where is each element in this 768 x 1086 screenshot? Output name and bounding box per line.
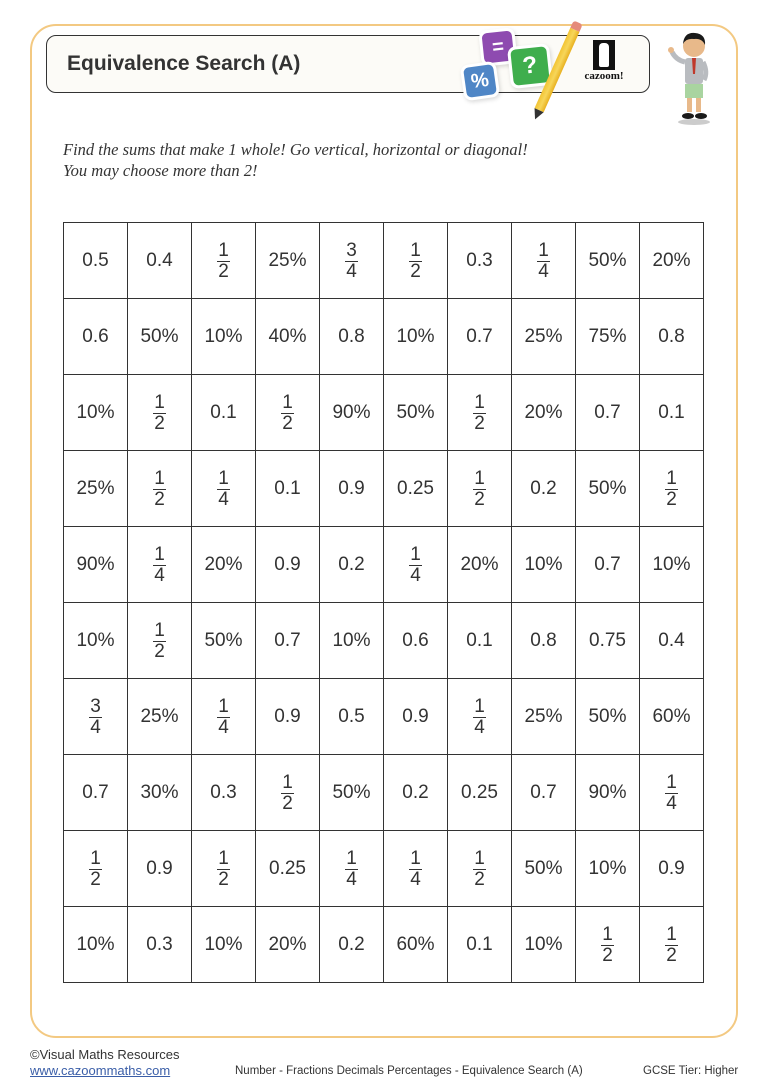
fraction-numerator: 1 [218,847,229,869]
fraction [473,469,486,510]
grid-cell[interactable]: 50% [192,603,256,679]
footer-topic: Number - Fractions Decimals Percentages - Equivalence Search (A) [235,1065,583,1077]
grid-cell[interactable]: 0.3 [192,755,256,831]
fraction-denominator: 2 [666,944,677,966]
footer-copyright: ©Visual Maths Resources [30,1047,180,1062]
fraction-numerator: 1 [474,467,485,489]
grid-cell[interactable]: 10% [64,603,128,679]
grid-cell[interactable] [384,527,448,603]
grid-cell[interactable]: 40% [256,299,320,375]
grid-cell[interactable]: 0.1 [448,603,512,679]
grid-cell[interactable]: 10% [192,907,256,983]
logo-text: cazoom! [584,70,624,82]
grid-cell[interactable] [448,375,512,451]
grid-cell[interactable]: 0.9 [256,679,320,755]
grid-cell[interactable] [384,831,448,907]
fraction-denominator: 4 [218,488,229,510]
fraction [409,545,422,586]
cazoom-logo [576,40,632,90]
grid-row [64,831,704,907]
fraction-numerator: 1 [90,847,101,869]
page-title: Equivalence Search (A) [67,52,301,75]
grid-cell[interactable]: 0.1 [192,375,256,451]
grid-cell[interactable] [192,451,256,527]
grid-cell[interactable]: 25% [64,451,128,527]
fraction [89,849,102,890]
fraction-denominator: 4 [538,260,549,282]
grid-cell[interactable] [320,831,384,907]
fraction-denominator: 4 [346,868,357,890]
grid-cell[interactable]: 10% [640,527,704,603]
fraction-numerator: 1 [154,467,165,489]
grid-row [64,375,704,451]
instructions [63,139,528,181]
grid-cell[interactable]: 0.25 [448,755,512,831]
fraction [281,773,294,814]
fraction-denominator: 2 [666,488,677,510]
fraction-denominator: 2 [154,412,165,434]
grid-cell[interactable]: 10% [320,603,384,679]
fraction-denominator: 2 [410,260,421,282]
fraction [537,241,550,282]
grid-cell[interactable]: 0.7 [256,603,320,679]
grid-cell[interactable] [384,223,448,299]
fraction-numerator: 1 [474,391,485,413]
fraction-numerator: 1 [218,239,229,261]
grid-cell[interactable] [320,223,384,299]
grid-cell[interactable]: 50% [576,679,640,755]
fraction-numerator: 1 [666,771,677,793]
grid-cell[interactable]: 50% [384,375,448,451]
fraction-denominator: 2 [154,640,165,662]
fraction-numerator: 1 [474,695,485,717]
footer-tier: GCSE Tier: Higher [643,1065,739,1077]
grid-cell[interactable]: 25% [128,679,192,755]
fraction-numerator: 1 [346,847,357,869]
fraction-denominator: 2 [474,488,485,510]
grid-row [64,603,704,679]
fraction [345,849,358,890]
grid-cell[interactable]: 0.8 [320,299,384,375]
logo-mark-icon [593,40,615,70]
equals-tile-icon: = [482,31,515,64]
grid-cell[interactable]: 10% [512,527,576,603]
fraction-numerator: 1 [410,847,421,869]
fraction [153,621,166,662]
grid-cell[interactable]: 20% [192,527,256,603]
fraction [473,849,486,890]
grid-cell[interactable]: 0.5 [320,679,384,755]
grid-cell[interactable]: 0.1 [640,375,704,451]
grid-cell[interactable]: 0.4 [128,223,192,299]
footer-website-link[interactable]: www.cazoommaths.com [30,1063,171,1078]
fraction [217,697,230,738]
grid-cell[interactable]: 20% [512,375,576,451]
grid-cell[interactable]: 0.25 [256,831,320,907]
fraction-denominator: 2 [90,868,101,890]
fraction [217,469,230,510]
grid-cell[interactable]: 50% [512,831,576,907]
grid-cell[interactable]: 0.9 [640,831,704,907]
mascot-boy-icon [664,30,720,126]
fraction-numerator: 1 [602,923,613,945]
fraction-numerator: 1 [410,239,421,261]
grid-cell[interactable] [128,527,192,603]
percent-tile-icon: % [463,64,497,98]
instructions-line-1: Find the sums that make 1 whole! Go vertical, horizontal or diagonal! [63,140,528,159]
fraction-denominator: 2 [282,792,293,814]
grid-cell[interactable]: 10% [192,299,256,375]
fraction-numerator: 1 [538,239,549,261]
fraction-denominator: 4 [666,792,677,814]
fraction-numerator: 1 [218,695,229,717]
grid-cell[interactable] [512,223,576,299]
grid-row [64,907,704,983]
question-tile-icon: ? [510,46,550,86]
grid-cell[interactable]: 0.1 [448,907,512,983]
grid-cell[interactable]: 20% [256,907,320,983]
grid-cell[interactable]: 0.2 [320,907,384,983]
fraction [665,469,678,510]
grid-cell[interactable]: 0.3 [128,907,192,983]
grid-cell[interactable]: 0.2 [320,527,384,603]
grid-cell[interactable]: 90% [64,527,128,603]
fraction [665,925,678,966]
grid-cell[interactable]: 0.8 [512,603,576,679]
fraction-numerator: 1 [666,923,677,945]
grid-cell[interactable]: 0.7 [576,527,640,603]
fraction [665,773,678,814]
grid-cell[interactable]: 10% [384,299,448,375]
fraction [473,697,486,738]
grid-cell[interactable]: 20% [640,223,704,299]
fraction [409,241,422,282]
fraction-numerator: 1 [154,543,165,565]
fraction-denominator: 4 [474,716,485,738]
grid-cell[interactable]: 50% [128,299,192,375]
fraction [89,697,102,738]
grid-cell[interactable]: 0.75 [576,603,640,679]
grid-cell[interactable]: 50% [576,223,640,299]
fraction-denominator: 4 [218,716,229,738]
instructions-line-2: You may choose more than 2! [63,161,258,180]
fraction-denominator: 4 [154,564,165,586]
grid-cell[interactable]: 90% [576,755,640,831]
grid-cell[interactable]: 0.6 [64,299,128,375]
grid-cell[interactable]: 60% [384,907,448,983]
grid-cell[interactable]: 0.7 [512,755,576,831]
fraction-denominator: 4 [410,868,421,890]
fraction-denominator: 2 [218,868,229,890]
fraction-denominator: 4 [346,260,357,282]
grid-cell[interactable]: 0.5 [64,223,128,299]
grid-cell[interactable]: 0.9 [384,679,448,755]
fraction [153,469,166,510]
fraction-numerator: 3 [90,695,101,717]
grid-cell[interactable]: 10% [512,907,576,983]
grid-cell[interactable] [256,755,320,831]
grid-row [64,527,704,603]
grid-cell[interactable]: 50% [576,451,640,527]
grid-cell[interactable] [640,907,704,983]
grid-cell[interactable]: 90% [320,375,384,451]
fraction-numerator: 1 [666,467,677,489]
grid-cell[interactable] [640,755,704,831]
grid-row [64,299,704,375]
grid-cell[interactable] [576,907,640,983]
grid-cell[interactable]: 10% [576,831,640,907]
grid-cell[interactable]: 30% [128,755,192,831]
grid-cell[interactable]: 0.4 [640,603,704,679]
grid-cell[interactable]: 0.9 [128,831,192,907]
grid-cell[interactable]: 60% [640,679,704,755]
grid-cell[interactable] [192,223,256,299]
fraction-numerator: 1 [154,619,165,641]
grid-row [64,451,704,527]
grid-cell[interactable] [128,375,192,451]
grid-cell[interactable]: 0.8 [640,299,704,375]
grid-cell[interactable]: 0.2 [512,451,576,527]
grid-cell[interactable]: 0.7 [64,755,128,831]
fraction [281,393,294,434]
grid-cell[interactable]: 25% [512,299,576,375]
fraction-denominator: 2 [602,944,613,966]
grid-cell[interactable]: 0.7 [576,375,640,451]
fraction-denominator: 2 [218,260,229,282]
fraction-denominator: 2 [474,868,485,890]
fraction-denominator: 2 [474,412,485,434]
grid-cell[interactable]: 50% [320,755,384,831]
grid-cell[interactable]: 25% [256,223,320,299]
grid-cell[interactable]: 0.3 [448,223,512,299]
fraction-numerator: 1 [410,543,421,565]
fraction [153,393,166,434]
grid-row [64,679,704,755]
fraction [601,925,614,966]
fraction [409,849,422,890]
fraction-denominator: 4 [410,564,421,586]
fraction-numerator: 3 [346,239,357,261]
fraction-numerator: 1 [282,771,293,793]
grid-cell[interactable] [192,679,256,755]
grid-cell[interactable] [256,375,320,451]
grid-row [64,223,704,299]
grid-cell[interactable]: 75% [576,299,640,375]
fraction [345,241,358,282]
fraction-numerator: 1 [218,467,229,489]
grid-cell[interactable]: 0.7 [448,299,512,375]
fraction [217,849,230,890]
equivalence-grid [63,222,704,983]
fraction [217,241,230,282]
fraction-numerator: 1 [282,391,293,413]
fraction [473,393,486,434]
grid-cell[interactable] [64,679,128,755]
fraction-denominator: 2 [154,488,165,510]
fraction-denominator: 4 [90,716,101,738]
grid-row [64,755,704,831]
grid-cell[interactable] [64,831,128,907]
grid-cell[interactable] [448,451,512,527]
grid-cell[interactable]: 0.1 [256,451,320,527]
grid-cell[interactable] [128,603,192,679]
grid-cell[interactable] [128,451,192,527]
fraction-numerator: 1 [474,847,485,869]
grid-cell[interactable] [448,679,512,755]
fraction-numerator: 1 [154,391,165,413]
fraction-denominator: 2 [282,412,293,434]
grid-cell[interactable] [640,451,704,527]
grid-cell[interactable] [448,831,512,907]
grid-cell[interactable]: 0.6 [384,603,448,679]
grid-cell[interactable] [192,831,256,907]
grid-cell[interactable]: 0.25 [384,451,448,527]
grid-cell[interactable]: 10% [64,907,128,983]
grid-cell[interactable]: 0.2 [384,755,448,831]
grid-cell[interactable]: 25% [512,679,576,755]
grid-cell[interactable]: 20% [448,527,512,603]
grid-cell[interactable]: 0.9 [320,451,384,527]
grid-cell[interactable]: 0.9 [256,527,320,603]
fraction [153,545,166,586]
grid-cell[interactable]: 10% [64,375,128,451]
